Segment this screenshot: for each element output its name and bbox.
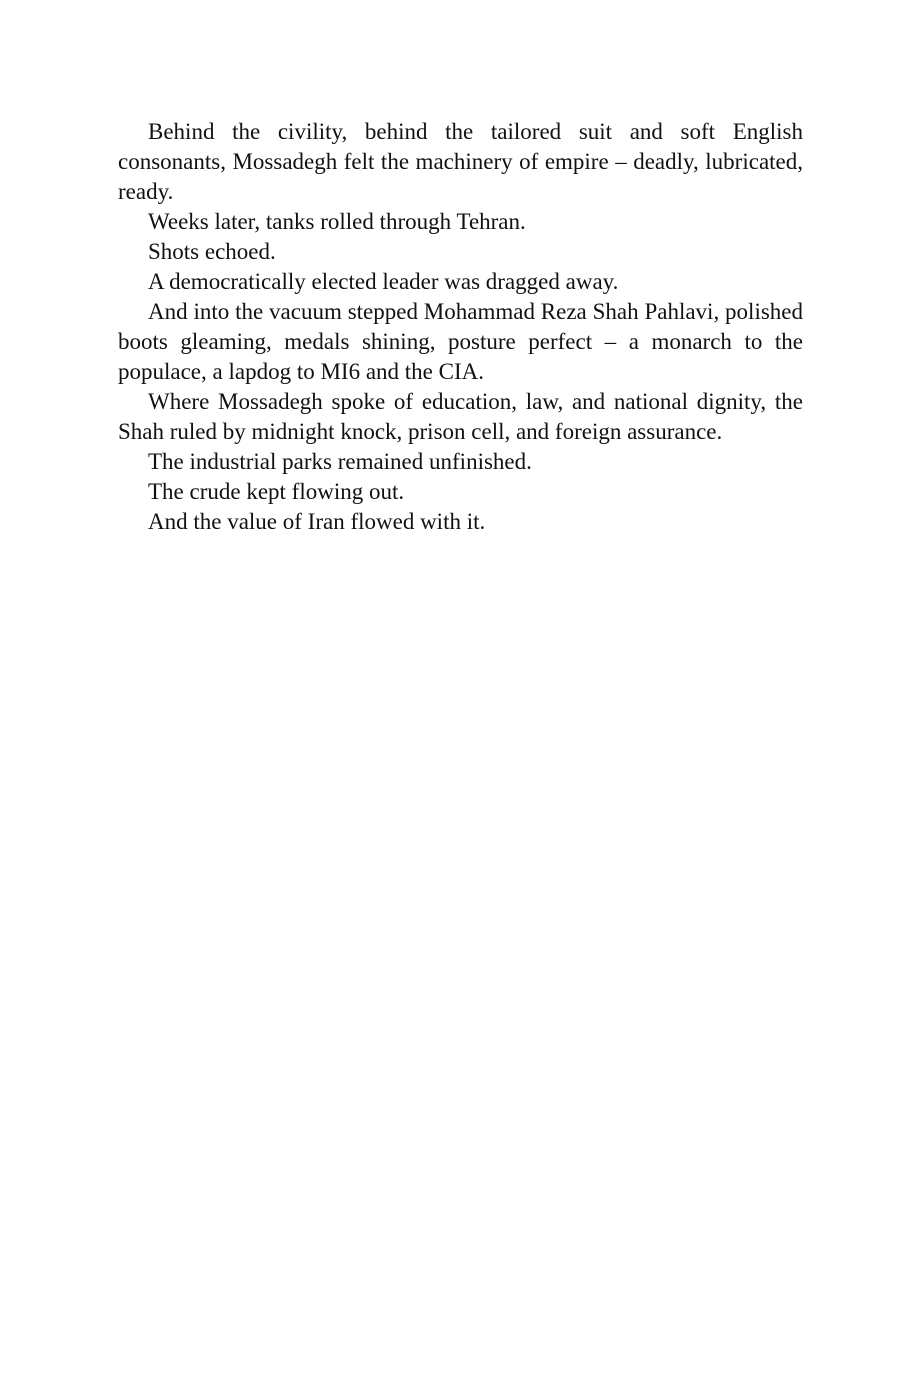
paragraph-9: And the value of Iran flowed with it. xyxy=(148,509,486,534)
paragraph-3: Shots echoed. xyxy=(148,239,276,264)
body-text xyxy=(118,117,803,537)
paragraph-4: A democratically elected leader was dragged away. xyxy=(148,269,619,294)
paragraph-1: Behind the civility, behind the tailored suit and soft English consonants, Mossadegh felt the machinery of empire – deadly, lubricated, ready. xyxy=(118,119,803,204)
paragraph-5: And into the vacuum stepped Mohammad Reza Shah Pahlavi, polished boots gleaming, medals shining, posture perfect – a monarch to the populace, a lapdog to MI6 and the CIA. xyxy=(118,299,803,384)
paragraph-8: The crude kept flowing out. xyxy=(148,479,405,504)
paragraph-6: Where Mossadegh spoke of education, law, and national dignity, the Shah ruled by midnight knock, prison cell, and foreign assurance. xyxy=(118,389,803,444)
paragraph-7: The industrial parks remained unfinished. xyxy=(148,449,532,474)
paragraph-2: Weeks later, tanks rolled through Tehran. xyxy=(148,209,526,234)
